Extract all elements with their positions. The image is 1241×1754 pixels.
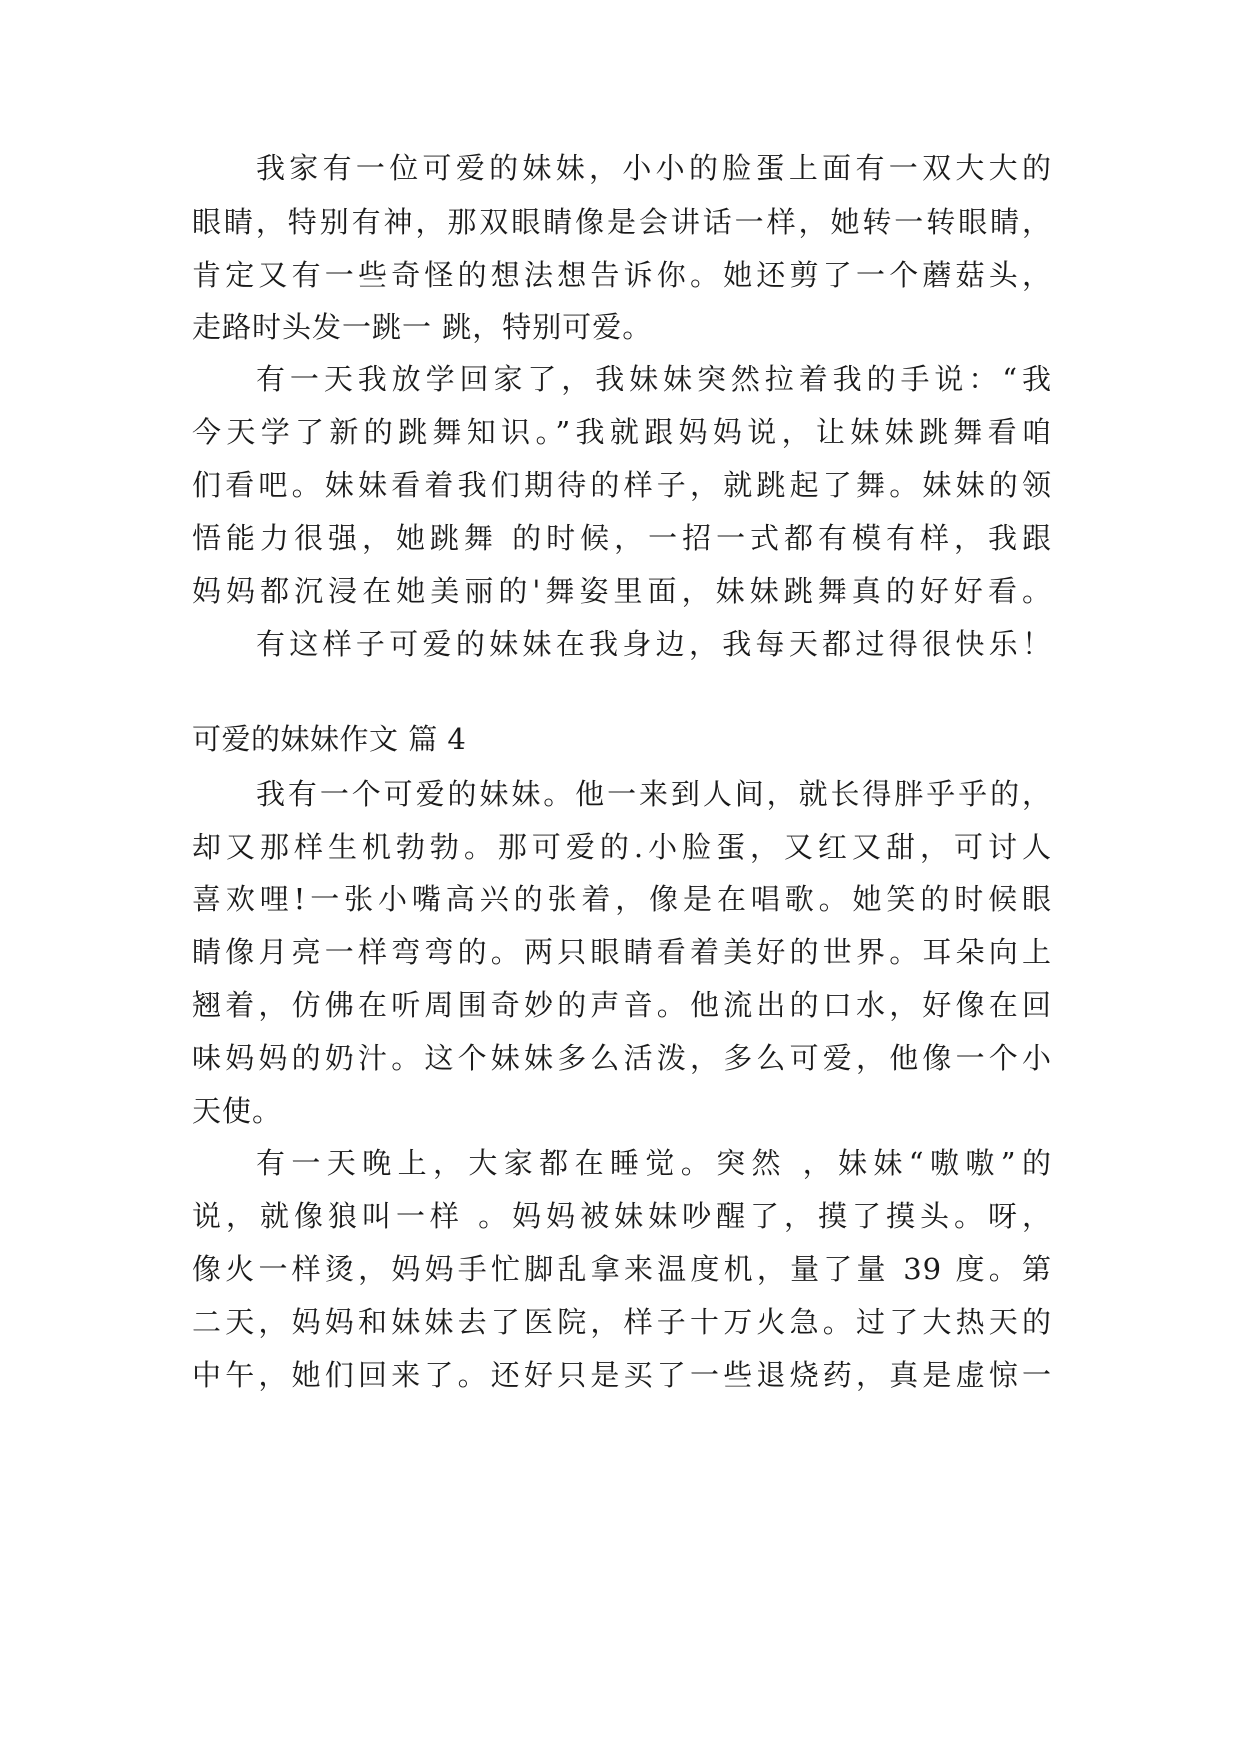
paragraph-line: 睛像月亮一样弯弯的。两只眼睛看着美好的世界。耳朵向上 <box>192 935 1052 969</box>
paragraph-line: 说，就像狼叫一样 。妈妈被妹妹吵醒了，摸了摸头。呀， <box>192 1199 1052 1233</box>
paragraph-line: 今天学了新的跳舞知识。”我就跟妈妈说，让妹妹跳舞看咱 <box>192 415 1052 449</box>
paragraph-line: 妈妈都沉浸在她美丽的'舞姿里面，妹妹跳舞真的好好看。 <box>192 574 1052 608</box>
paragraph-line: 眼睛，特别有神，那双眼睛像是会讲话一样，她转一转眼睛， <box>192 205 1052 239</box>
paragraph-line: 有一天我放学回家了，我妹妹突然拉着我的手说：“我 <box>256 362 1052 396</box>
paragraph-line: 有这样子可爱的妹妹在我身边，我每天都过得很快乐！ <box>256 627 1052 661</box>
paragraph-line: 味妈妈的奶汁。这个妹妹多么活泼，多么可爱，他像一个小 <box>192 1041 1052 1075</box>
paragraph-line: 却又那样生机勃勃。那可爱的.小脸蛋，又红又甜，可讨人 <box>192 830 1052 864</box>
paragraph-line: 中午，她们回来了。还好只是买了一些退烧药，真是虚惊一 <box>192 1358 1052 1392</box>
paragraph-line: 们看吧。妹妹看着我们期待的样子，就跳起了舞。妹妹的领 <box>192 468 1052 502</box>
paragraph-line: 我家有一位可爱的妹妹，小小的脸蛋上面有一双大大的 <box>256 151 1052 185</box>
paragraph-line: 有一天晚上，大家都在睡觉。突然 ，妹妹“嗷嗷”的 <box>256 1146 1052 1180</box>
paragraph-line: 肯定又有一些奇怪的想法想告诉你。她还剪了一个蘑菇头， <box>192 258 1052 292</box>
paragraph-line: 翘着，仿佛在听周围奇妙的声音。他流出的口水，好像在回 <box>192 988 1052 1022</box>
paragraph-line: 二天，妈妈和妹妹去了医院，样子十万火急。过了大热天的 <box>192 1305 1052 1339</box>
paragraph-line: 喜欢哩!一张小嘴高兴的张着，像是在唱歌。她笑的时候眼 <box>192 882 1052 916</box>
paragraph-line: 我有一个可爱的妹妹。他一来到人间，就长得胖乎乎的， <box>256 777 1052 811</box>
section-heading: 可爱的妹妹作文 篇 4 <box>192 722 467 756</box>
paragraph-line: 悟能力很强，她跳舞 的时候，一招一式都有模有样，我跟 <box>192 521 1052 555</box>
paragraph-line: 走路时头发一跳一 跳，特别可爱。 <box>192 310 653 344</box>
paragraph-line: 天使。 <box>192 1094 283 1128</box>
paragraph-line: 像火一样烫，妈妈手忙脚乱拿来温度机，量了量 39 度。第 <box>192 1252 1052 1286</box>
